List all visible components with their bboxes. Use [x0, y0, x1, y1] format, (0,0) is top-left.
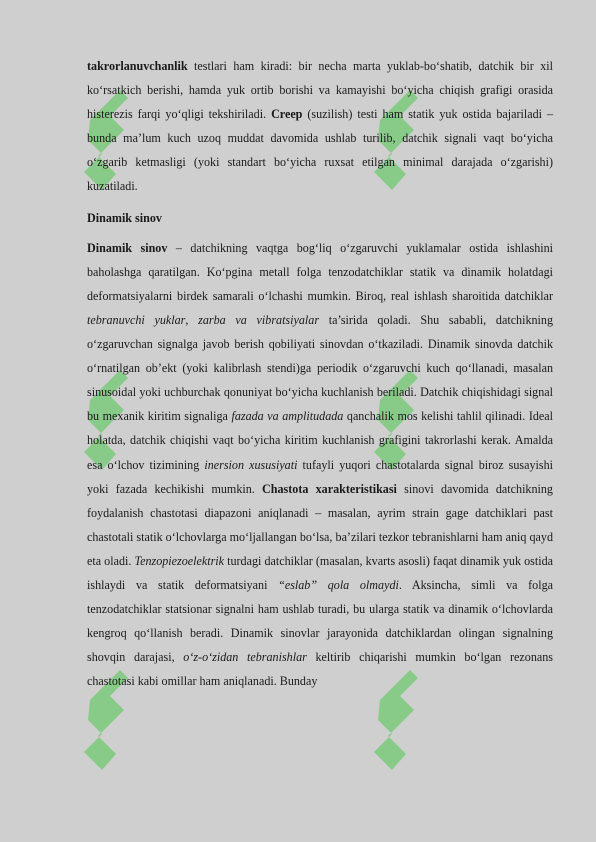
paragraph-dinamik-sinov [87, 236, 553, 694]
term-italic: inersion xususiyati [204, 457, 298, 472]
term-italic: o‘z-o‘zidan tebranishlar [183, 650, 307, 665]
paragraph-text: . Aksincha, simli va folga tenzodatchiklar statsionar signalni ham ushlab turadi, bu ularga statik va dinamik o‘lchovlarda kengroq qo‘llanish beradi. Dinamik sinovlar jarayonida datchiklardan olingan signalning shovqin darajasi, [87, 577, 554, 665]
term-italic: tebranuvchi yuklar [87, 312, 186, 327]
term-italic: fazada va amplitudada [231, 409, 344, 424]
paragraph-text: turdagi datchiklar (masalan, kvarts asosli) faqat dinamik yuk ostida ishlaydi va statik deformatsiyani [87, 553, 553, 592]
paragraph-text: sinovi davomida datchikning foydalanish chastotasi diapazoni aniqlanadi – masalan, ayrim strain gage datchiklari past chastotali statik o‘lchovlarga mo‘ljallangan bo‘lsa, ba’zilari tezkor tebranishlarni ham aniq qayd eta oladi. [87, 481, 553, 568]
term-bold: Creep [271, 107, 303, 122]
section-heading: Dinamik sinov [87, 210, 162, 225]
paragraph-text: (suzilish) testi ham statik yuk ostida bajariladi – bunda ma’lum kuch uzoq muddat davomida ushlab turilib, datchik signali vaqt bo‘yicha o‘zgarib ketmasligi (yoki standart bo‘yicha ruxsat etilgan minimal darajada o‘zgarishi) kuzatiladi. [87, 107, 553, 194]
paragraph-text: ta’sirida qoladi. Shu sababli, datchikning o‘zgaruvchan signalga javob berish qobiliyati sinovdan o‘tkaziladi. Dinamik sinovda datchik o‘rnatilgan ob’ekt (yoki kalibrlash stendi)ga periodik o‘zgaruvchi kuch qo‘llanadi, masalan sinusoidal yoki uchburchak qonuniyat bo‘yicha kuchlanish beriladi. Datchik chiqishidagi signal bu mexanik kiritim signaliga [87, 312, 554, 424]
paragraph-text: tufayli yuqori chastotalarda signal biroz susayishi yoki fazada kechikishi mumkin. [87, 457, 553, 496]
term-bold: takrorlanuvchanlik [87, 59, 188, 73]
term-italic: zarba va vibratsiyalar [198, 312, 320, 327]
paragraph-text: qanchalik mos kelishi tahlil qilinadi. Ideal holatda, datchik chiqishi vaqt bo‘yicha kiritim kuchlanish grafigini takrorlashi kerak. Amalda esa o‘lchov tizimining [87, 409, 553, 472]
paragraph-text: – datchikning vaqtga bog‘liq o‘zgaruvchi yuklamalar ostida ishlashini baholashga qaratilgan. Ko‘pgina metall folga tenzodatchiklar statik va dinamik holatdagi deformatsiyalarni birdek samarali o‘lchashi mumkin. Biroq, real ishlash sharoitida datchiklar [87, 240, 554, 303]
term-italic: “eslab” qola olmaydi [278, 577, 399, 592]
term-bold: Chastota xarakteristikasi [262, 481, 397, 496]
term-bold: Dinamik sinov [87, 240, 168, 255]
paragraph-text: testlari ham kiradi: bir necha marta yuklab-bo‘shatib, datchik bir xil ko‘rsatkich berishi, hamda yuk ortib borishi va kamayishi bo‘yicha chiqish grafigi orasida histerezis farqi yo‘qligi tekshiriladi. [87, 59, 553, 122]
term-italic: Tenzopiezoelektrik [134, 553, 225, 568]
paragraph-text: , [185, 312, 199, 327]
paragraph-histerezis [87, 54, 553, 199]
paragraph-text: keltirib chiqarishi mumkin bo‘lgan rezonans chastotasi kabi omillar ham aniqlanadi. Bunday [87, 650, 553, 689]
document-body [87, 54, 553, 693]
